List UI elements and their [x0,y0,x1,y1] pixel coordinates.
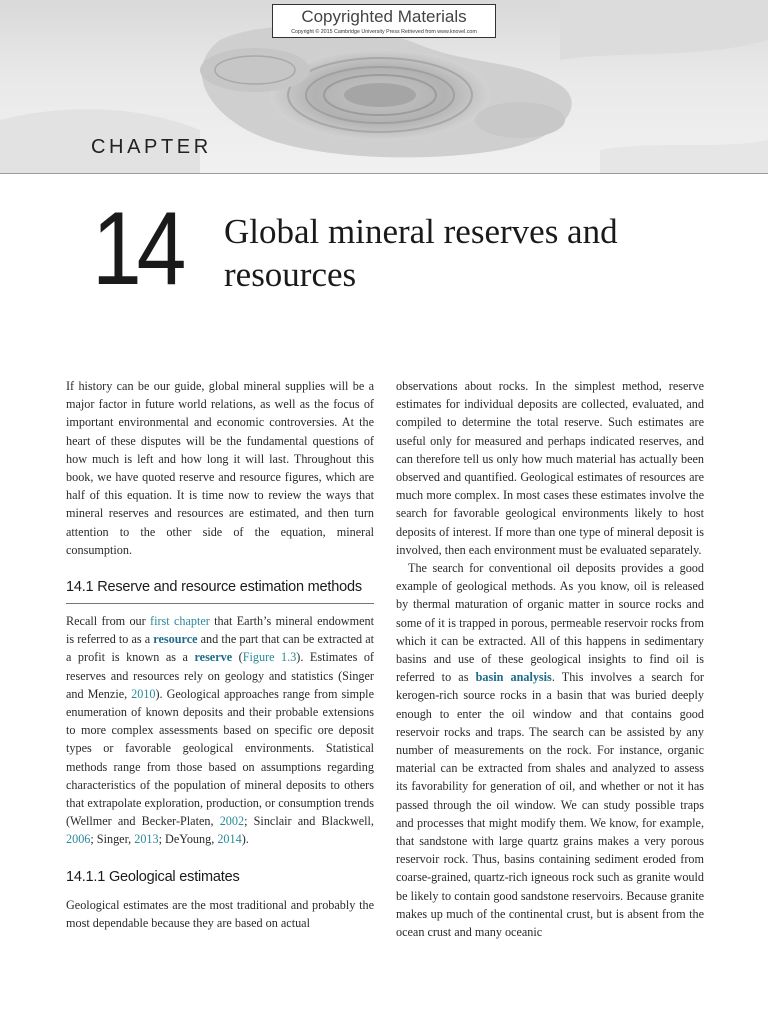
reserve-term: reserve [194,650,233,665]
estimation-paragraph [66,612,374,849]
text-run: and the part that can be extracted at a profit is known as a [66,632,375,665]
text-run: ( [232,650,243,665]
chapter-label: CHAPTER [91,136,212,158]
watermark-title: Copyrighted Materials [301,7,467,26]
section-heading: 14.1 Reserve and resource estimation methods [66,579,374,604]
observations-paragraph: observations about rocks. In the simplest method, reserve estimates for individual deposits are collected, evaluated, and compiled to determine the total reserve. Such estimates are useful only for measured and perhaps indicated reserves, and can therefore tell us only how much material has actually been observed and quantified. Geological estimates of resources are much more complex. In most cases these estimates involve the search for favorable geological environments likely to host deposits of interest. If more than one type of mineral deposit is involved, then each environment must be evaluated separately. [396,379,704,557]
first-chapter-link[interactable]: first chapter [150,614,210,629]
text-run: that Earth’s mineral endowment is referred to as a [66,614,374,647]
copyright-watermark [272,4,496,38]
text-run: ). [241,832,249,847]
text-run: Recall from our [66,614,151,629]
chapter-banner [0,0,768,174]
resource-term: resource [153,632,198,647]
text-run: ). Estimates of reserves and resources rely on geology and statistics (Singer and Menzie, [66,650,374,701]
right-column [396,377,704,941]
citation-link[interactable]: 2010 [131,686,156,701]
left-column [66,377,374,932]
oil-deposits-paragraph [396,559,704,941]
intro-paragraph: If history can be our guide, global mineral supplies will be a major factor in future world relations, as well as the focus of important environmental and economic controversies. At the heart of these disputes will be the fundamental questions of how much is left and how long it will last. Throughout this book, we have quoted reserve and resource figures, which are half of this equation. It is time now to review the ways that mineral reserves and resources are estimated, and then turn attention to the other side of the equation, mineral consumption. [66,379,374,557]
text-run: ; Sinclair and Blackwell, [244,814,374,829]
text-run: . This involves a search for kerogen-rich source rocks in a basin that was buried deeply enough to enter the oil window and that contains good reservoir rocks and traps. The search can be assisted by any number of measurements on the rock. For instance, organic material can be extracted from shales and analyzed to assess its favorability for generation of oil, and whether or not it has passed through the oil window. We can study possible traps and processes that might modify them. We know, for example, that sandstone with large quartz grains makes a very porous reservoir rock. Thus, basins containing sediment eroded from coarse-grained, quartz-rich igneous rock such as granite would be likely to contain good sandstone reservoirs. Because granite makes up much of the continental crust, but is absent from the ocean crust and many oceanic [396,670,704,940]
geological-estimates-paragraph: Geological estimates are the most traditional and probably the most dependable because they are based on actual [66,897,374,930]
figure-link[interactable]: Figure 1.3 [242,650,297,665]
chapter-number: 14 [92,191,182,307]
citation-link[interactable]: 2013 [134,832,159,847]
text-run: The search for conventional oil deposits provides a good example of geological methods. As you know, oil is released by thermal maturation of organic matter in source rocks and some of it is trapped in porous, permeable reservoir rocks from which it can be extracted. All of this happens in sedimentary basins and use of these geological insights to find oil is referred to as [396,561,704,685]
citation-link[interactable]: 2002 [219,814,245,829]
watermark-subtitle: Copyright © 2015 Cambridge University Press Retrieved from www.knovel.com [291,29,477,35]
text-run: ; Singer, [90,832,135,847]
citation-link[interactable]: 2014 [217,832,242,847]
citation-link[interactable]: 2006 [66,832,91,847]
chapter-title: Global mineral reserves and resources [224,212,618,294]
text-run: ). Geological approaches range from simple enumeration of known deposits and their probable extensions to more complex assessments based on specific ore deposit types or favorable geological environments. Statistical methods range from those based on assumptions regarding characteristics of the population of mineral deposits to others that extrapolate exploration, production, or consumption trends (Wellmer and Becker-Platen, [66,686,374,829]
text-run: ; DeYoung, [158,832,218,847]
banner-divider [0,173,768,174]
basin-analysis-term: basin analysis [475,670,552,685]
subsection-heading: 14.1.1 Geological estimates [66,868,240,885]
